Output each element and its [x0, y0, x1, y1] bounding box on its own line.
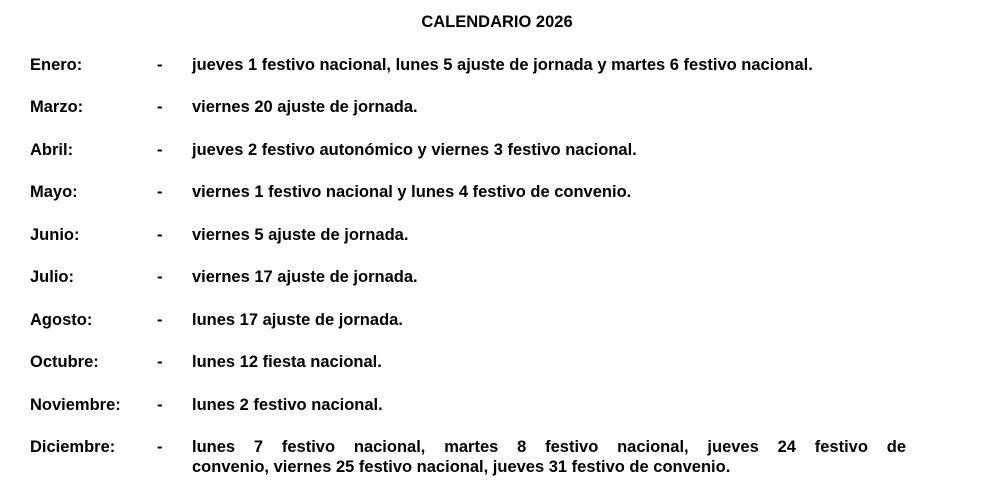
dash-separator: - — [157, 268, 163, 286]
month-label: Agosto: — [30, 311, 93, 329]
entry-description: viernes 20 ajuste de jornada. — [192, 98, 418, 116]
entry-description: viernes 17 ajuste de jornada. — [192, 268, 418, 286]
calendar-entry-agosto — [0, 310, 994, 350]
dash-separator: - — [157, 183, 163, 201]
entry-description: jueves 2 festivo autonómico y viernes 3 festivo nacional. — [192, 141, 637, 159]
month-label: Noviembre: — [30, 396, 121, 414]
dash-separator: - — [157, 396, 163, 414]
entry-description: viernes 5 ajuste de jornada. — [192, 226, 409, 244]
calendar-entry-mayo — [0, 182, 994, 222]
entry-description — [192, 437, 906, 477]
entry-description: viernes 1 festivo nacional y lunes 4 festivo de convenio. — [192, 183, 632, 201]
entry-description: lunes 12 fiesta nacional. — [192, 353, 382, 371]
calendar-entry-diciembre — [0, 437, 994, 477]
dash-separator: - — [157, 56, 163, 74]
page-title: CALENDARIO 2026 — [421, 13, 573, 31]
dash-separator: - — [157, 98, 163, 116]
calendar-entry-julio — [0, 267, 994, 307]
calendar-entry-octubre — [0, 352, 994, 392]
entry-description: lunes 17 ajuste de jornada. — [192, 311, 403, 329]
dash-separator: - — [157, 141, 163, 159]
month-label: Junio: — [30, 226, 80, 244]
entry-description: lunes 2 festivo nacional. — [192, 396, 383, 414]
month-label: Marzo: — [30, 98, 84, 116]
month-label: Enero: — [30, 56, 83, 74]
calendar-entry-marzo — [0, 97, 994, 137]
dash-separator: - — [157, 226, 163, 244]
month-label: Diciembre: — [30, 438, 116, 456]
dash-separator: - — [157, 353, 163, 371]
dash-separator: - — [157, 438, 163, 456]
calendar-entry-junio — [0, 225, 994, 265]
entry-description: jueves 1 festivo nacional, lunes 5 ajuste de jornada y martes 6 festivo nacional. — [192, 56, 813, 74]
dash-separator: - — [157, 311, 163, 329]
month-label: Octubre: — [30, 353, 99, 371]
entry-description-line-2: convenio, viernes 25 festivo nacional, jueves 31 festivo de convenio. — [192, 458, 731, 476]
month-label: Abril: — [30, 141, 74, 159]
calendar-entry-abril — [0, 140, 994, 180]
calendar-entry-enero — [0, 55, 994, 95]
entry-description-line-1: lunes 7 festivo nacional, martes 8 festivo nacional, jueves 24 festivo de — [192, 438, 906, 456]
month-label: Mayo: — [30, 183, 78, 201]
month-label: Julio: — [30, 268, 74, 286]
calendar-entry-noviembre — [0, 395, 994, 435]
